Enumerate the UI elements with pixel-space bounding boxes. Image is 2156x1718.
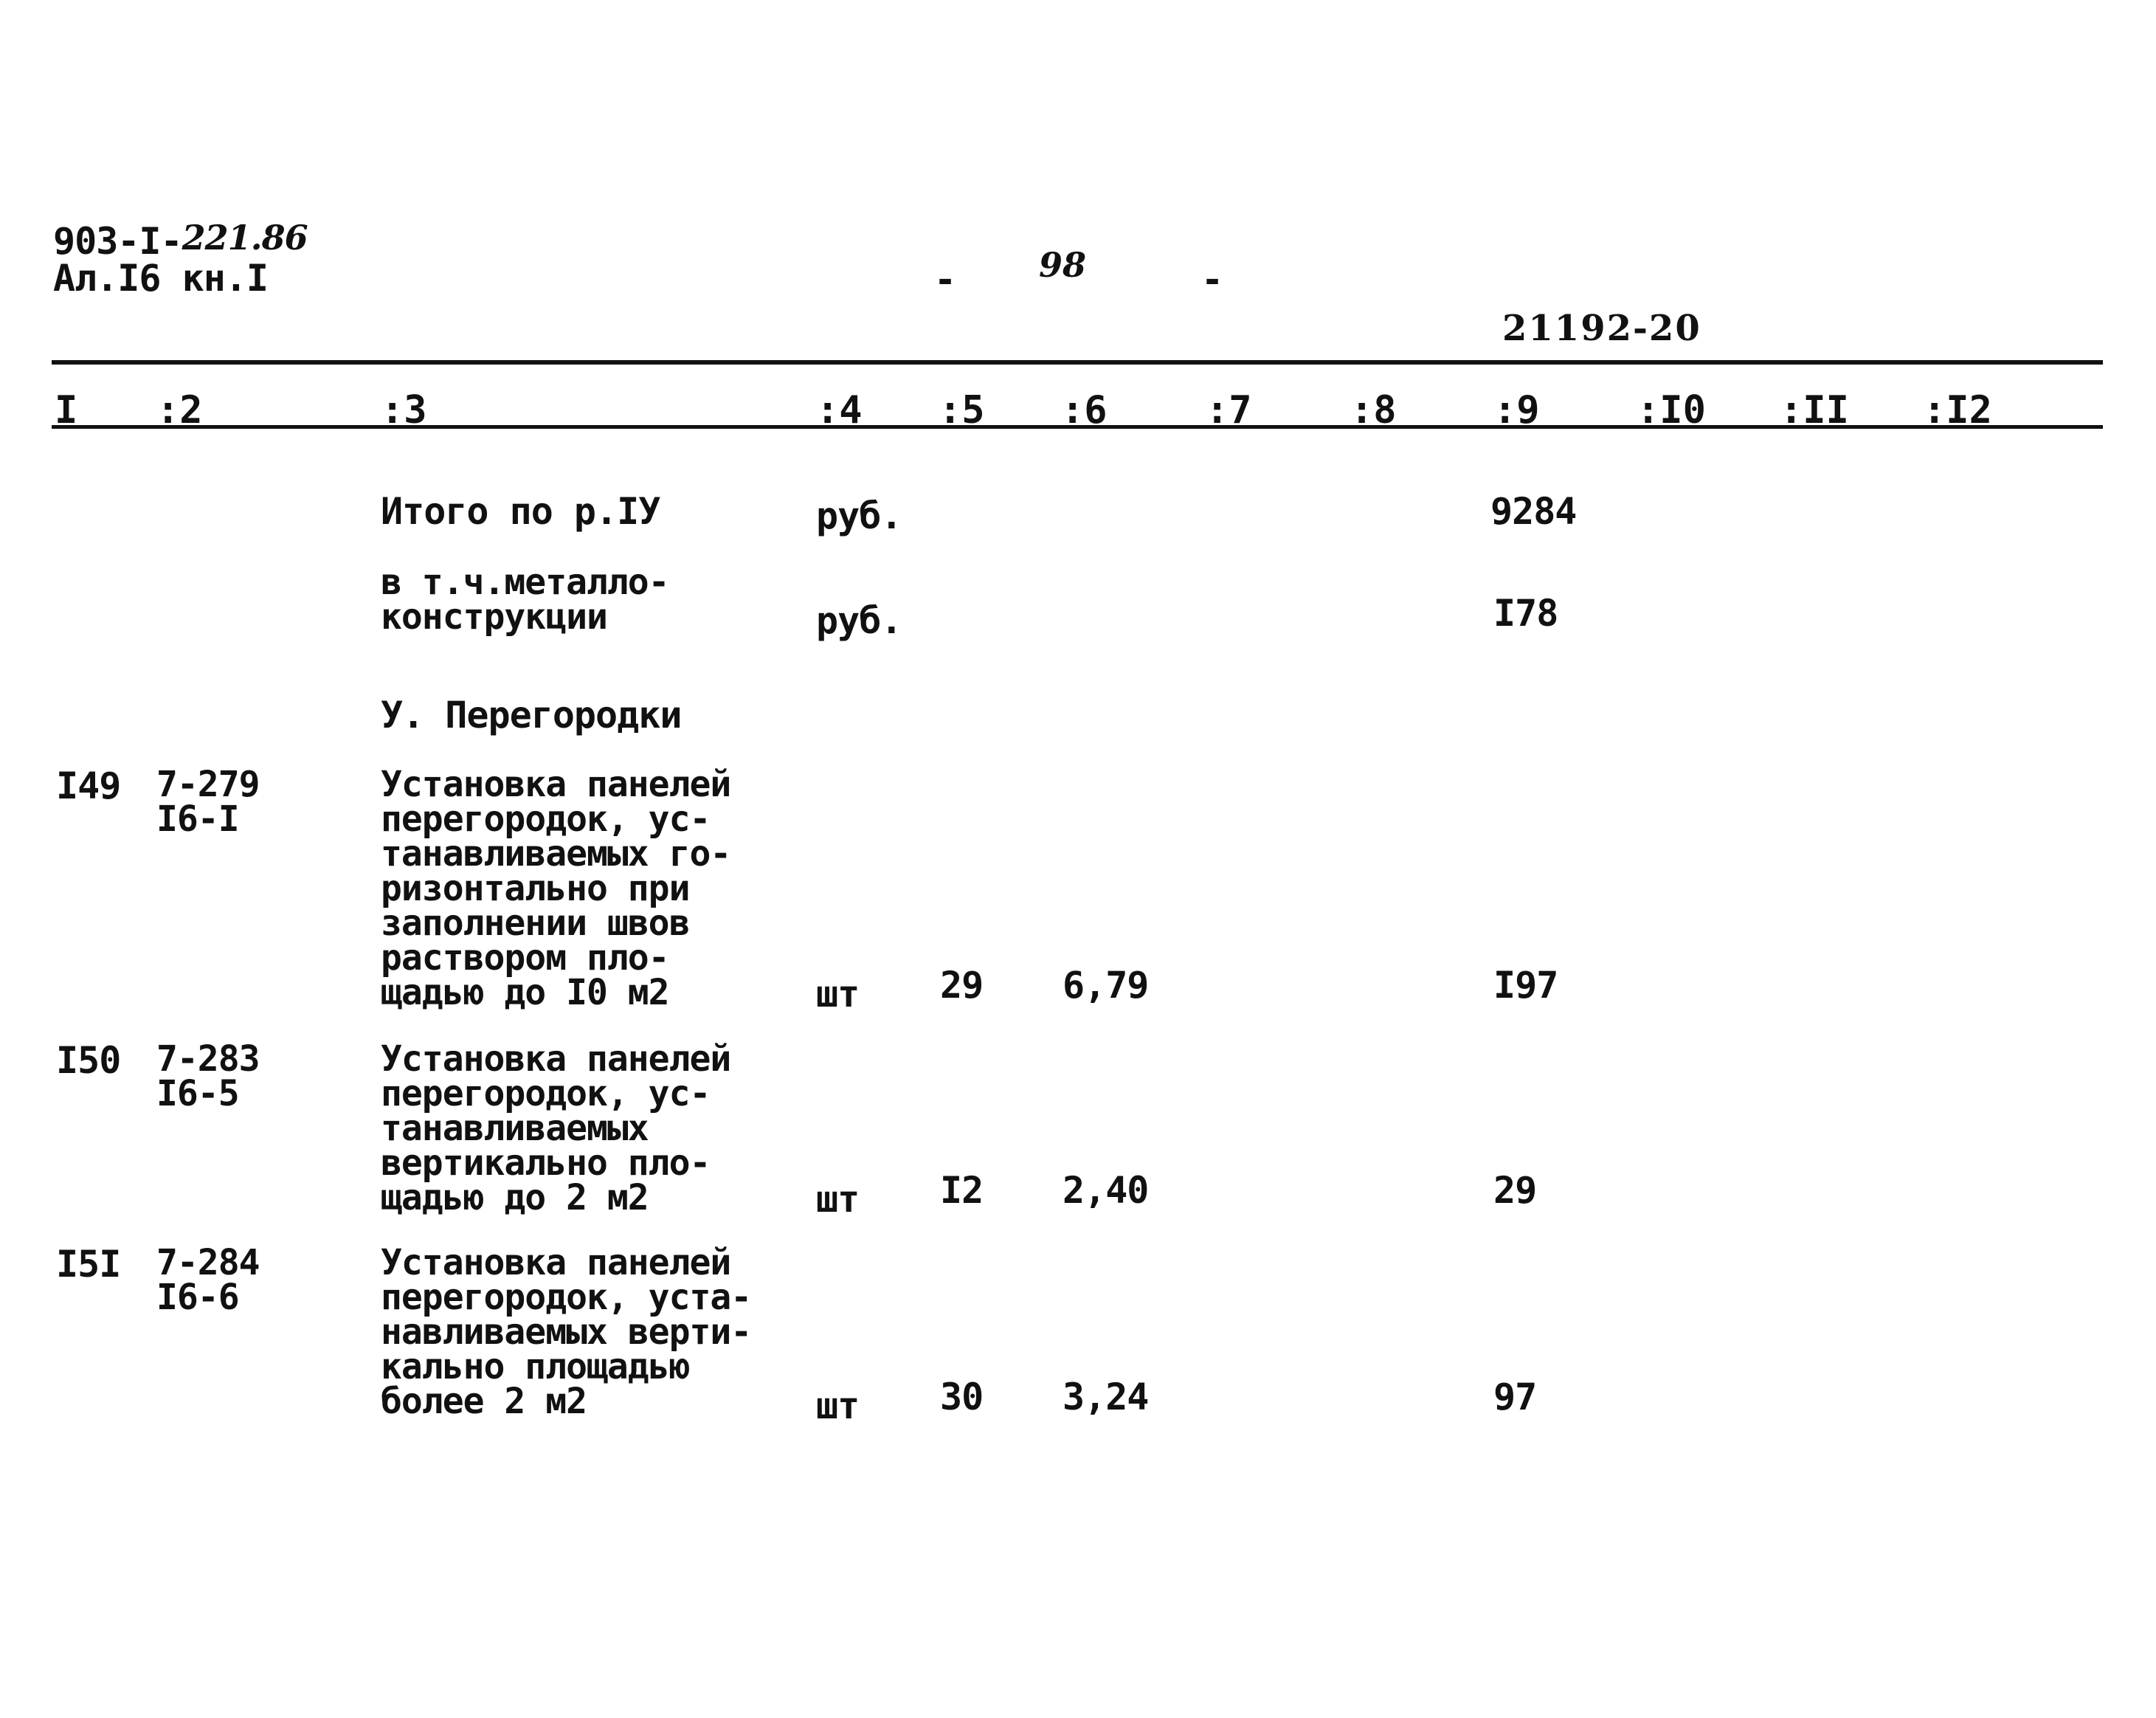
page-number: 98	[1039, 245, 1087, 285]
desc-line: перегородок, ус-	[381, 798, 711, 840]
col-header-11: :II	[1780, 388, 1849, 432]
row-unit: шт	[816, 1384, 860, 1427]
total-unit: руб.	[816, 494, 902, 537]
col-header-8: :8	[1350, 388, 1397, 432]
section-title: У. Перегородки	[381, 694, 682, 736]
row-total: 29	[1493, 1169, 1537, 1212]
row-total: 97	[1493, 1376, 1537, 1418]
row-code	[156, 764, 260, 840]
row-code-line2: I6-6	[156, 1277, 239, 1318]
col-header-3: :3	[381, 388, 427, 432]
desc-line: танавливаемых	[381, 1108, 649, 1149]
row-code-line2: I6-5	[156, 1073, 239, 1114]
desc-line: кально площадью	[381, 1346, 690, 1387]
desc-line: щадью до 2 м2	[381, 1177, 649, 1218]
row-description	[381, 1038, 731, 1218]
incl-label-line1: в т.ч.металло-	[381, 562, 669, 603]
stamp-number: 21192-20	[1502, 308, 1701, 349]
row-unit: шт	[816, 973, 860, 1015]
incl-label	[381, 562, 669, 638]
desc-line: заполнении швов	[381, 903, 690, 944]
col-header-9: :9	[1493, 388, 1540, 432]
row-code-line1: 7-283	[156, 1038, 260, 1080]
col-header-1: I	[55, 388, 78, 432]
desc-line: навливаемых верти-	[381, 1311, 752, 1353]
desc-line: более 2 м2	[381, 1381, 587, 1422]
row-code	[156, 1242, 260, 1318]
incl-value: I78	[1493, 592, 1558, 635]
row-price: 6,79	[1063, 964, 1149, 1007]
row-number: I5I	[56, 1243, 121, 1286]
row-code-line1: 7-284	[156, 1242, 260, 1283]
col-header-7: :7	[1206, 388, 1252, 432]
row-code-line2: I6-I	[156, 798, 239, 840]
col-header-10: :I0	[1637, 388, 1706, 432]
desc-line: перегородок, уста-	[381, 1277, 752, 1318]
col-header-5: :5	[939, 388, 985, 432]
row-code-line1: 7-279	[156, 764, 260, 805]
row-quantity: 29	[940, 964, 984, 1007]
row-description	[381, 764, 731, 1013]
row-quantity: 30	[940, 1376, 984, 1418]
total-label: Итого по р.IУ	[381, 490, 660, 533]
desc-line: Установка панелей	[381, 1038, 731, 1080]
row-quantity: I2	[940, 1169, 984, 1212]
col-header-4: :4	[816, 388, 863, 432]
desc-line: Установка панелей	[381, 764, 731, 805]
desc-line: ризонтально при	[381, 868, 690, 909]
row-code	[156, 1038, 260, 1114]
desc-line: вертикально пло-	[381, 1142, 711, 1184]
incl-label-line2: конструкции	[381, 596, 607, 638]
page-dash-right: -	[1201, 258, 1223, 301]
row-total: I97	[1493, 964, 1558, 1007]
row-number: I49	[56, 765, 121, 807]
row-price: 2,40	[1063, 1169, 1149, 1212]
page-dash-left: -	[934, 258, 956, 301]
album-line: Ал.I6 кн.I	[53, 257, 269, 300]
top-rule	[52, 360, 2103, 365]
desc-line: танавливаемых го-	[381, 833, 731, 874]
row-number: I50	[56, 1039, 121, 1082]
desc-line: раствором пло-	[381, 937, 669, 979]
desc-line: перегородок, ус-	[381, 1073, 711, 1114]
desc-line: Установка панелей	[381, 1242, 731, 1283]
incl-unit: руб.	[816, 599, 902, 642]
doc-code-handwritten: 221.86	[182, 218, 308, 258]
row-unit: шт	[816, 1178, 860, 1221]
doc-code-printed: 903-I-	[53, 220, 182, 263]
doc-code	[53, 218, 308, 263]
total-value: 9284	[1490, 490, 1577, 533]
col-header-2: :2	[156, 388, 203, 432]
col-header-12: :I2	[1923, 388, 1992, 432]
col-header-6: :6	[1061, 388, 1108, 432]
desc-line: щадью до I0 м2	[381, 972, 669, 1013]
row-price: 3,24	[1063, 1376, 1149, 1418]
row-description	[381, 1242, 752, 1422]
